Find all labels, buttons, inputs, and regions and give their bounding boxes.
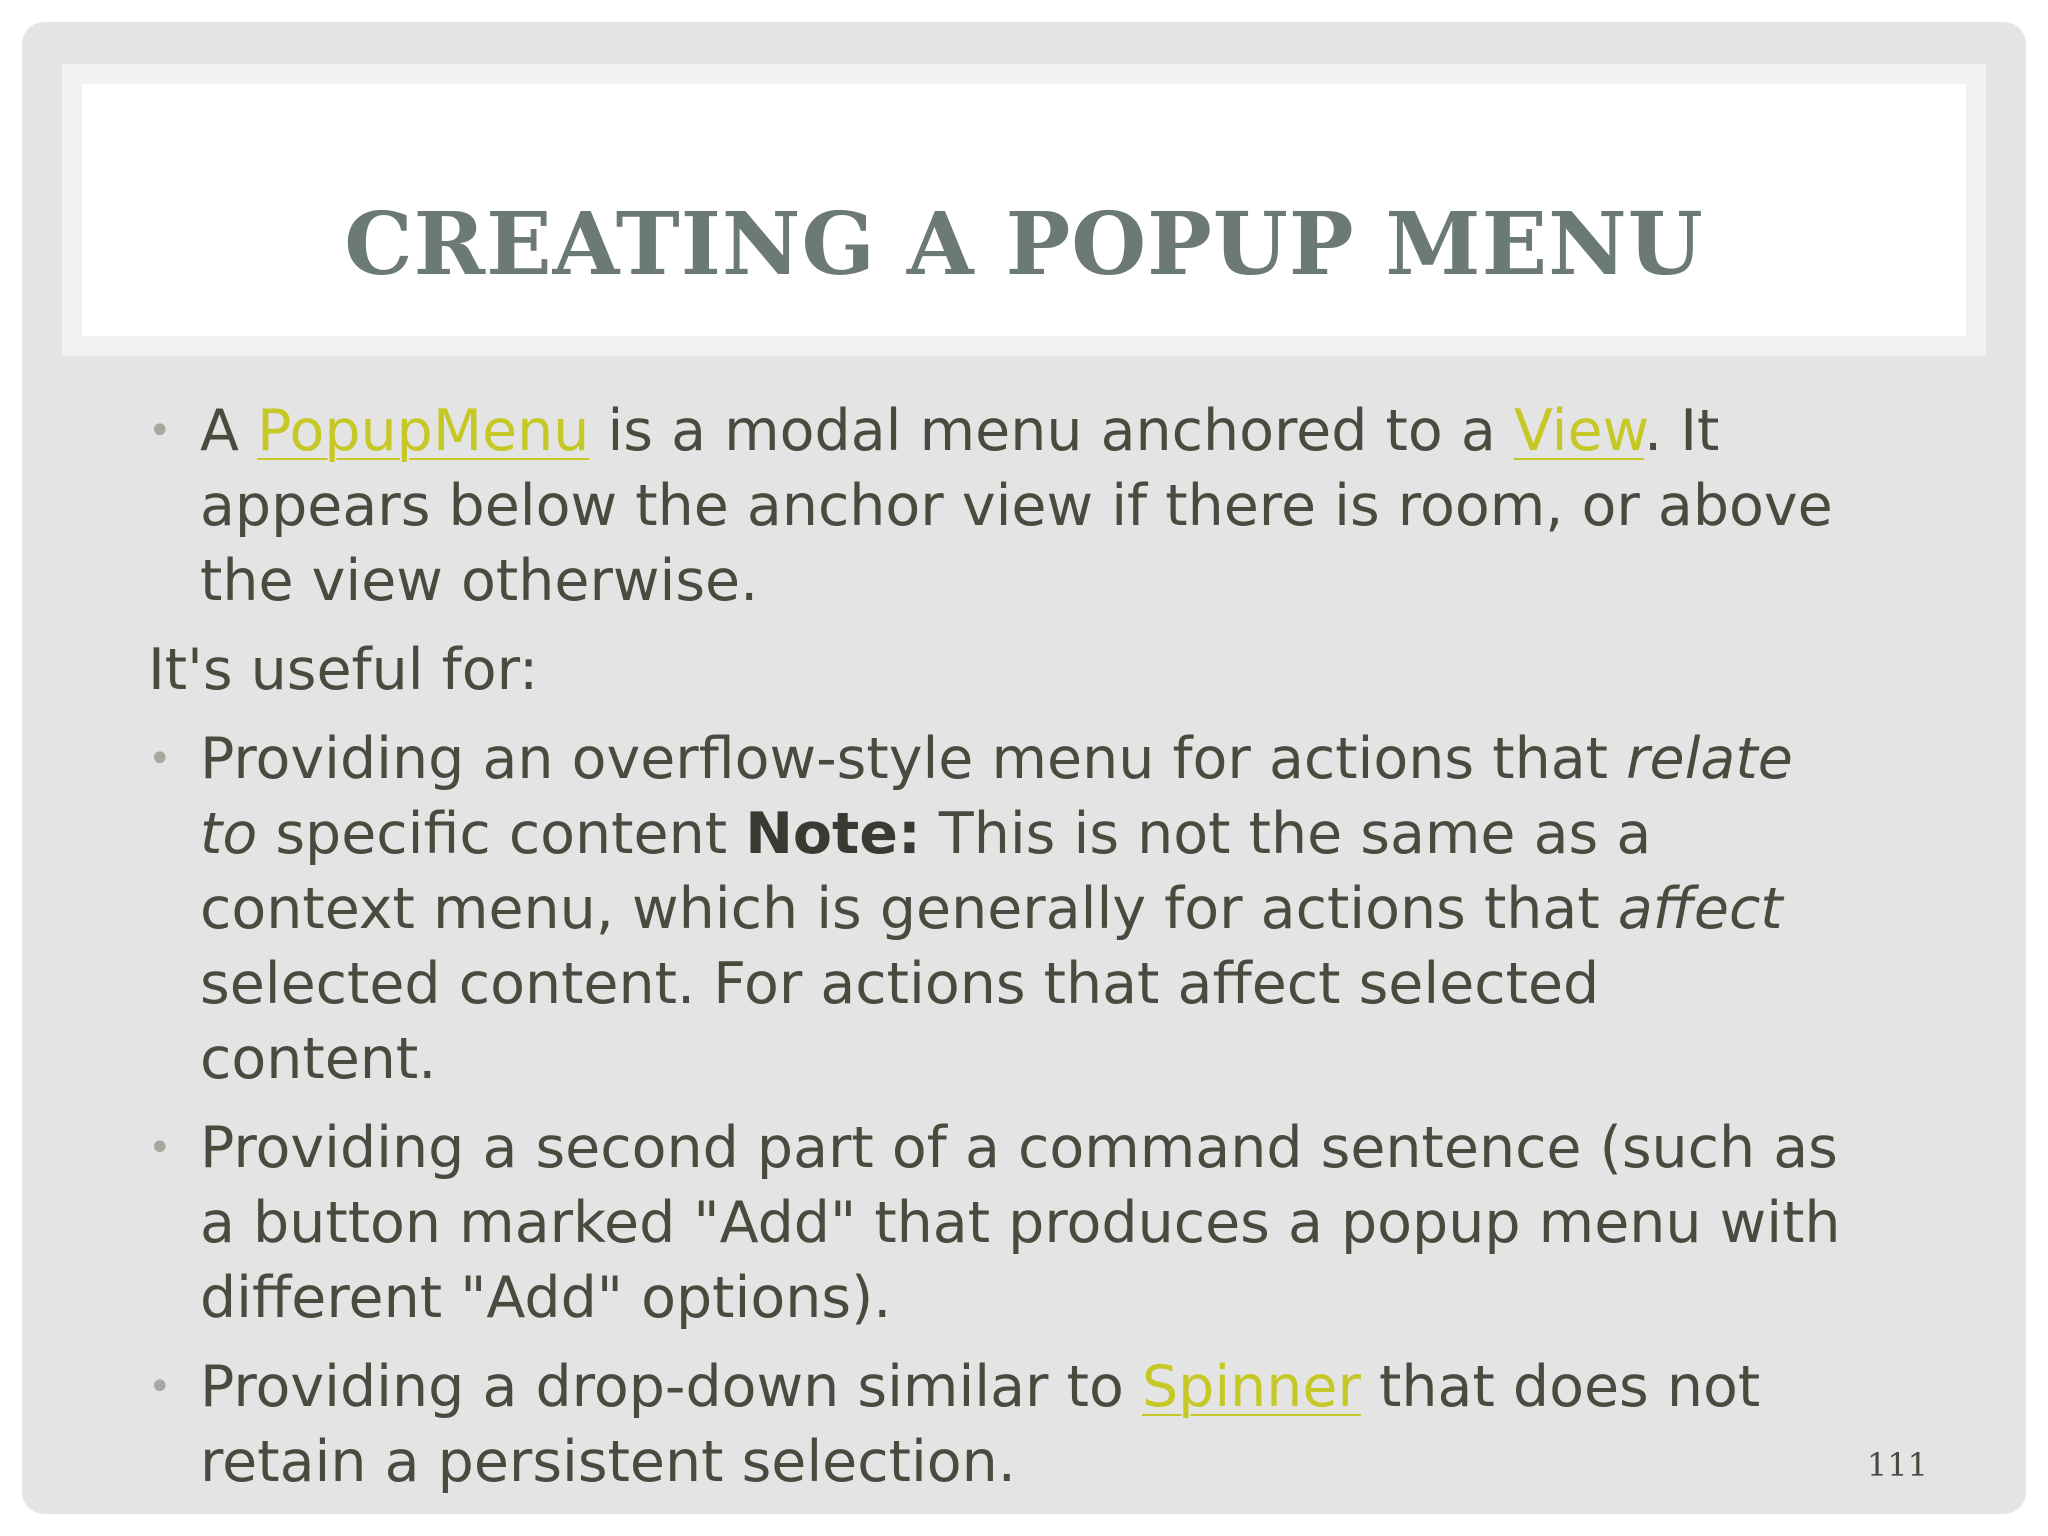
title-band [62, 64, 1986, 356]
bullet-dot-icon: • [148, 1364, 172, 1410]
bullet-text: that does not retain a persistent selection. [200, 1354, 1761, 1495]
bullet-dot-icon: • [148, 408, 172, 454]
note-label: Note: [745, 801, 921, 867]
bullet-overflow-menu [148, 722, 1848, 1097]
slide [22, 22, 2026, 1514]
bullet-text: Providing a drop-down similar to [200, 1354, 1142, 1420]
bullet-dropdown [148, 1350, 1848, 1500]
bullet-text: Providing an overflow-style menu for actions that [200, 726, 1627, 792]
bullet-text: specific content [257, 801, 746, 867]
bullet-text: Providing a second part of a command sentence (such as a button marked "Add" that produces a popup menu with different "Add" options). [200, 1115, 1841, 1331]
slide-body [148, 394, 1848, 1500]
emphasis-text: affect [1617, 876, 1783, 942]
bullet-text: A [200, 398, 258, 464]
page-number: 111 [1866, 1446, 1928, 1484]
bullet-dot-icon: • [148, 1125, 172, 1171]
popupmenu-link[interactable]: PopupMenu [257, 398, 590, 464]
bullet-dot-icon: • [148, 736, 172, 782]
slide-title: CREATING A POPUP MENU [344, 194, 1704, 295]
view-link[interactable]: View [1513, 398, 1644, 464]
useful-for-label: It's useful for: [148, 637, 539, 703]
bullet-text: is a modal menu anchored to a [589, 398, 1514, 464]
bullet-text: selected content. For actions that affect selected content. [200, 951, 1600, 1092]
bullet-text: . It appears below the anchor view if there is room, or above the view otherwise. [200, 398, 1833, 614]
spinner-link[interactable]: Spinner [1141, 1354, 1361, 1420]
bullet-text: This is not the same as a context menu, which is generally for actions that [200, 801, 1652, 942]
bullet-popupmenu-definition [148, 394, 1848, 619]
emphasis-text: relate to [200, 726, 1793, 867]
bullet-command-sentence [148, 1111, 1848, 1336]
